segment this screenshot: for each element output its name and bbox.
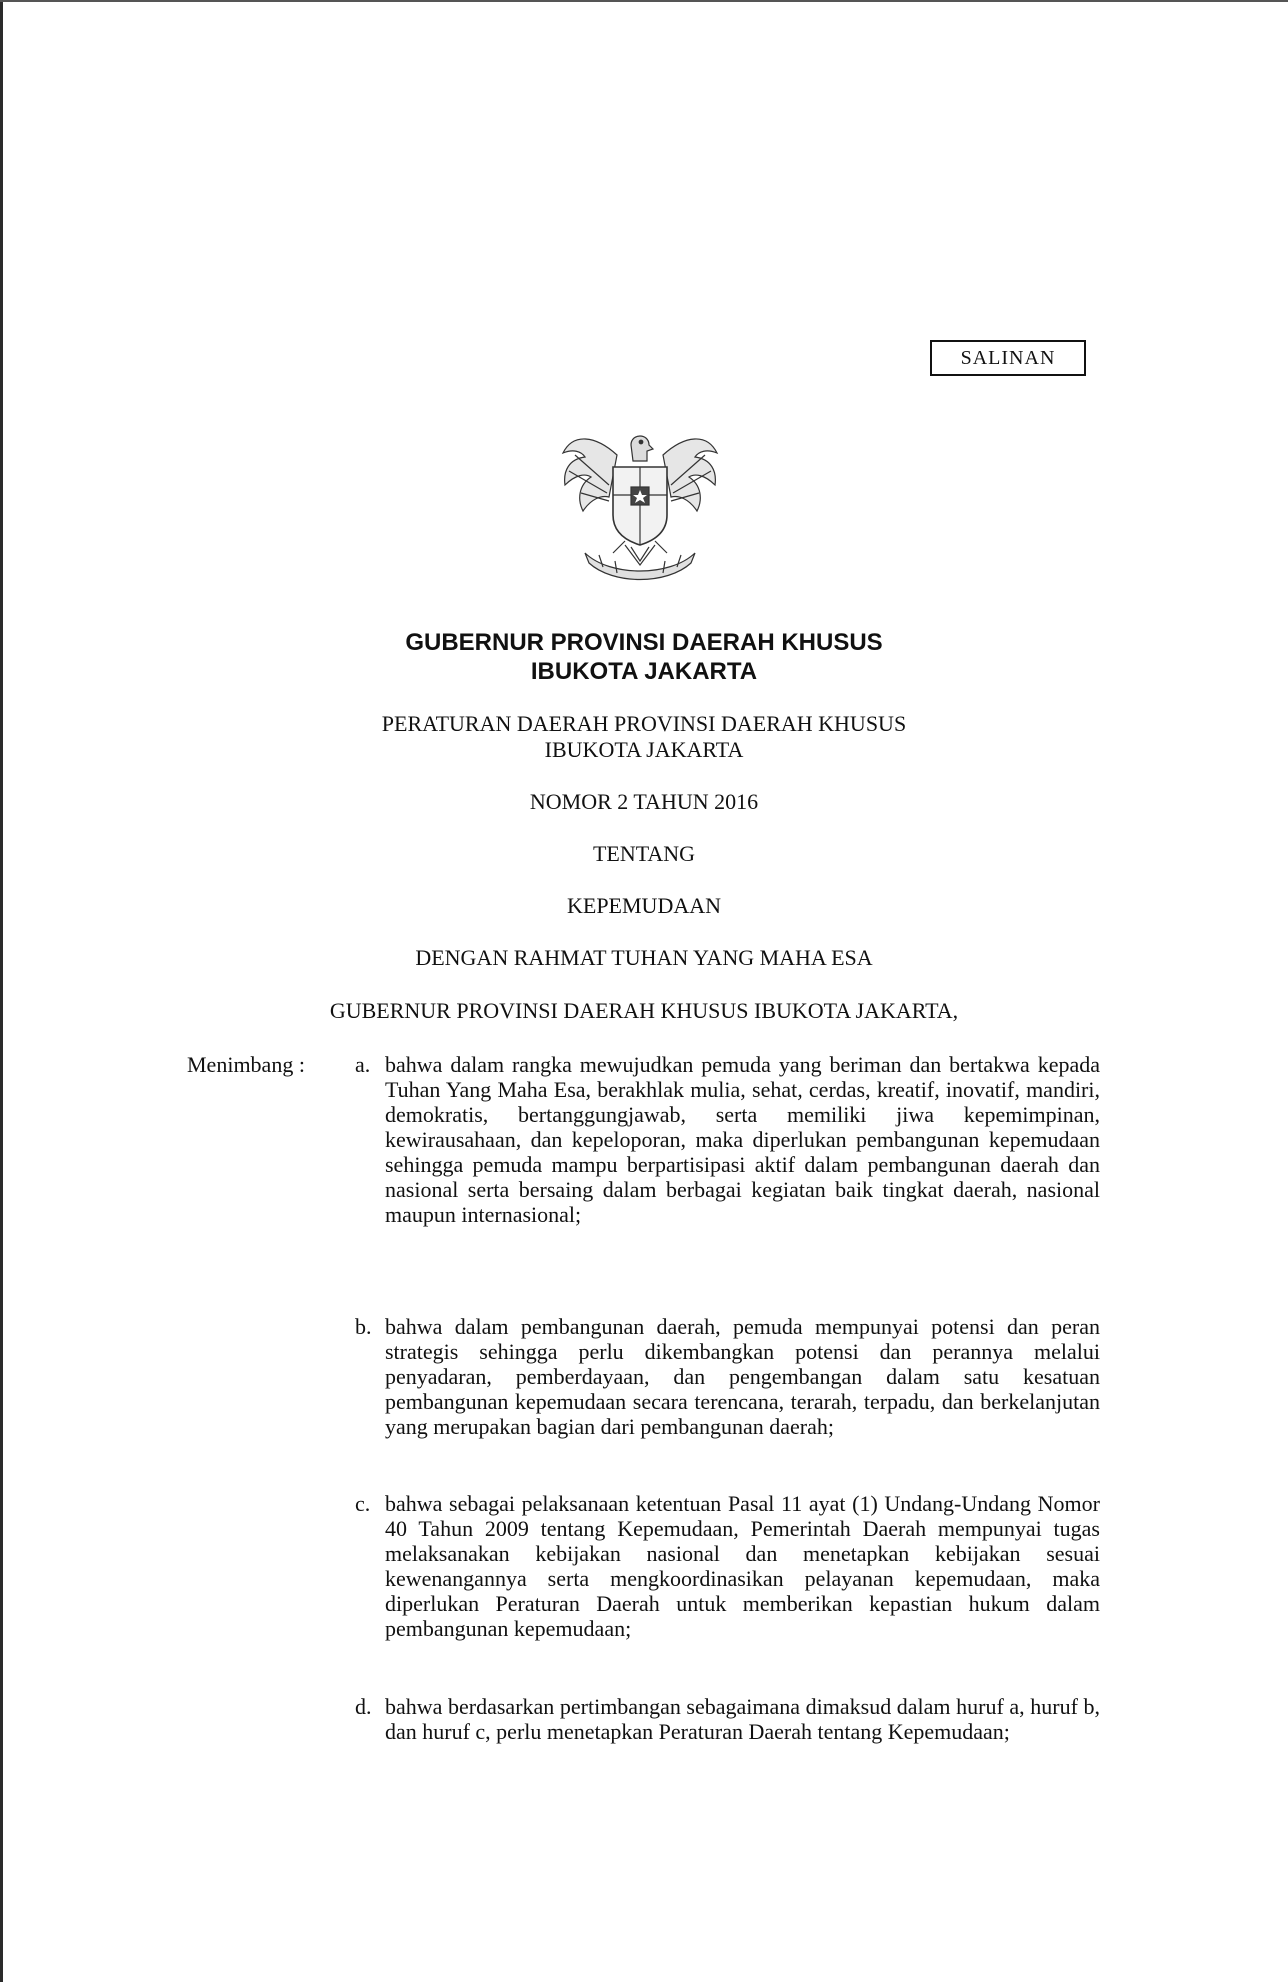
- consideration-item-a: [355, 1052, 1100, 1227]
- issuer-title-line-1: GUBERNUR PROVINSI DAERAH KHUSUS: [405, 629, 883, 656]
- preamble: DENGAN RAHMAT TUHAN YANG MAHA ESA: [415, 945, 873, 970]
- item-text: bahwa berdasarkan pertimbangan sebagaimana dimaksud dalam huruf a, huruf b, dan huruf c, perlu menetapkan Peraturan Daerah tentang Kepemudaan;: [385, 1694, 1100, 1744]
- consideration-item-d: [355, 1694, 1100, 1744]
- item-text: bahwa dalam pembangunan daerah, pemuda mempunyai potensi dan peran strategis sehingga perlu dikembangkan potensi dan perannya melalui penyadaran, pemberdayaan, dan pengembangan dalam satu kesatuan pembangunan kepemudaan secara terencana, terarah, terpadu, dan berkelanjutan yang merupakan bagian dari pembangunan daerah;: [385, 1314, 1100, 1439]
- item-text: bahwa sebagai pelaksanaan ketentuan Pasal 11 ayat (1) Undang-Undang Nomor 40 Tahun 2009 tentang Kepemudaan, Pemerintah Daerah mempunyai tugas melaksanakan kebijakan nasional dan menetapkan kebijakan sesuai kewenangannya serta mengkoordinasikan pelayanan kepemudaan, maka diperlukan Peraturan Daerah untuk memberikan kepastian hukum dalam pembangunan kepemudaan;: [385, 1491, 1100, 1641]
- item-text: bahwa dalam rangka mewujudkan pemuda yang beriman dan bertakwa kepada Tuhan Yang Maha Esa, berakhlak mulia, sehat, cerdas, kreatif, inovatif, mandiri, demokratis, bertanggungjawab, serta memiliki jiwa kepemimpinan, kewirausahaan, dan kepeloporan, maka diperlukan pembangunan kepemudaan sehingga pemuda mampu berpartisipasi aktif dalam pembangunan daerah dan nasional serta bersaing dalam berbagai kegiatan baik tingkat daerah, nasional maupun internasional;: [385, 1052, 1100, 1227]
- item-marker: b.: [355, 1314, 372, 1339]
- item-marker: c.: [355, 1491, 371, 1516]
- garuda-pancasila-emblem-icon: [555, 415, 725, 595]
- regulation-title-line-1: PERATURAN DAERAH PROVINSI DAERAH KHUSUS: [381, 711, 907, 736]
- scan-edge-left: [0, 0, 3, 1982]
- regulation-subject: KEPEMUDAAN: [567, 893, 721, 918]
- consideration-item-b: [355, 1314, 1100, 1439]
- scan-edge-top: [0, 0, 1288, 2]
- issuer-line: GUBERNUR PROVINSI DAERAH KHUSUS IBUKOTA JAKARTA,: [329, 998, 959, 1023]
- issuer-title-line-2: IBUKOTA JAKARTA: [530, 658, 758, 685]
- regulation-about: TENTANG: [592, 841, 696, 866]
- salinan-stamp-label: SALINAN: [960, 346, 1056, 369]
- salinan-stamp: [930, 340, 1086, 376]
- menimbang-label: Menimbang :: [187, 1052, 305, 1077]
- item-marker: d.: [355, 1694, 372, 1719]
- regulation-title-line-2: IBUKOTA JAKARTA: [544, 737, 744, 762]
- consideration-item-c: [355, 1491, 1100, 1641]
- regulation-number: NOMOR 2 TAHUN 2016: [529, 789, 759, 814]
- item-marker: a.: [355, 1052, 371, 1077]
